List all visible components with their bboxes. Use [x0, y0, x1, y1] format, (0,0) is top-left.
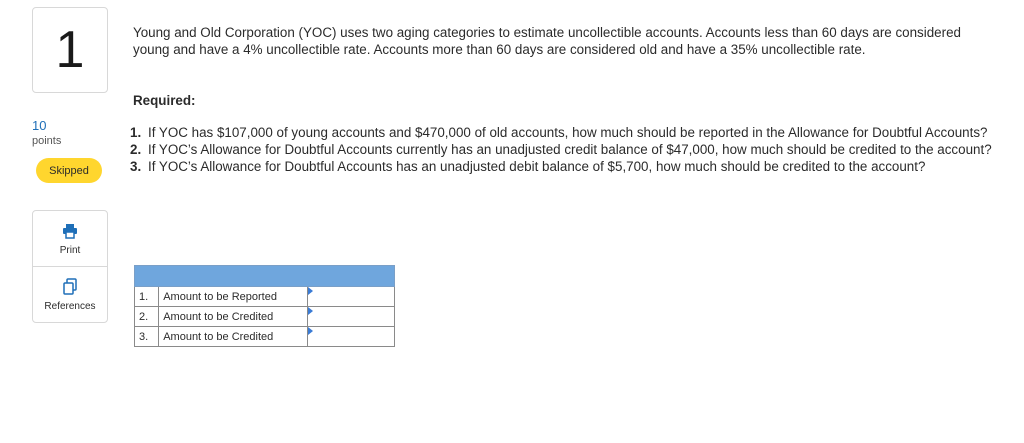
question-body: [133, 24, 993, 58]
row-number: 2.: [135, 307, 159, 327]
row-label: Amount to be Reported: [159, 287, 307, 307]
answer-table: [134, 265, 395, 347]
input-marker-icon: [308, 287, 313, 295]
points-value: 10: [32, 118, 47, 133]
print-label: Print: [59, 245, 81, 256]
question-number: 1: [55, 21, 85, 79]
requirements-list: [130, 124, 992, 175]
row-label: Amount to be Credited: [159, 307, 307, 327]
answer-cell: [307, 327, 394, 347]
header-cell: [135, 266, 395, 287]
item-number: 2.: [130, 142, 142, 157]
references-label: References: [44, 301, 96, 312]
item-text: If YOC’s Allowance for Doubtful Accounts has an unadjusted debit balance of $5,700, how much should be credited to the account?: [148, 159, 926, 174]
list-item: [130, 158, 992, 175]
required-heading: Required:: [133, 93, 196, 108]
item-number: 3.: [130, 159, 142, 174]
print-button[interactable]: [32, 210, 108, 268]
table-row: [135, 307, 395, 327]
row-number: 3.: [135, 327, 159, 347]
amount-credited-input-3[interactable]: [308, 327, 394, 346]
list-item: [130, 124, 992, 141]
references-icon: [62, 278, 78, 296]
question-intro: Young and Old Corporation (YOC) uses two aging categories to estimate uncollectible accounts. Accounts less than 60 days are considered young and have a 4% uncollectible rate. Accounts more than 60 days are considered old and have a 35% uncollectible rate.: [133, 25, 961, 57]
answer-cell: [307, 287, 394, 307]
item-number: 1.: [130, 125, 142, 140]
input-marker-icon: [308, 307, 313, 315]
question-number-box: [32, 7, 108, 93]
amount-credited-input-2[interactable]: [308, 307, 394, 326]
item-text: If YOC has $107,000 of young accounts and $470,000 of old accounts, how much should be reported in the Allowance for Doubtful Accounts?: [148, 125, 988, 140]
table-row: [135, 287, 395, 307]
printer-icon: [62, 222, 78, 240]
status-badge-label: Skipped: [49, 164, 89, 177]
answer-cell: [307, 307, 394, 327]
list-item: [130, 141, 992, 158]
points-label: points: [32, 135, 62, 147]
table-row: [135, 327, 395, 347]
references-button[interactable]: [32, 266, 108, 323]
amount-reported-input[interactable]: [308, 287, 394, 306]
status-badge: [36, 158, 102, 183]
row-label: Amount to be Credited: [159, 327, 307, 347]
answer-table-header: [135, 266, 395, 287]
input-marker-icon: [308, 327, 313, 335]
row-number: 1.: [135, 287, 159, 307]
item-text: If YOC’s Allowance for Doubtful Accounts currently has an unadjusted credit balance of $47,000, how much should be credited to the account?: [148, 142, 992, 157]
